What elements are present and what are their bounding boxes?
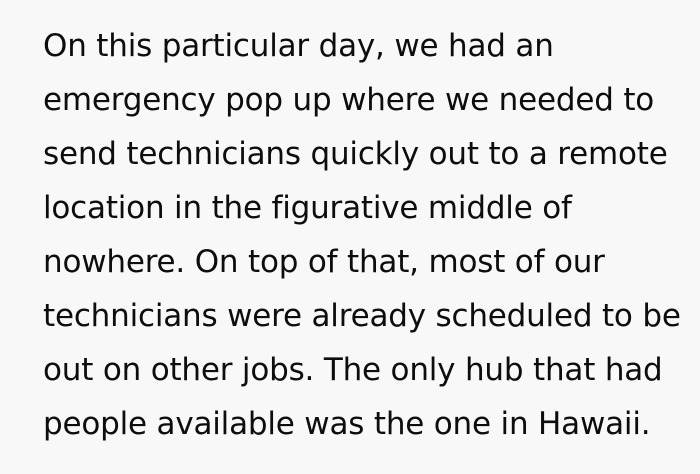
text-line: On this particular day, we had an (43, 28, 554, 64)
text-line: emergency pop up where we needed to (43, 82, 655, 118)
text-line: nowhere. On top of that, most of our (43, 244, 605, 280)
text-line: location in the figurative middle of (43, 190, 572, 226)
text-line: technicians were already scheduled to be (43, 298, 681, 334)
text-line: send technicians quickly out to a remote (43, 136, 668, 172)
text-line: people available was the one in Hawaii. (43, 406, 651, 442)
text-line: out on other jobs. The only hub that had (43, 352, 663, 388)
